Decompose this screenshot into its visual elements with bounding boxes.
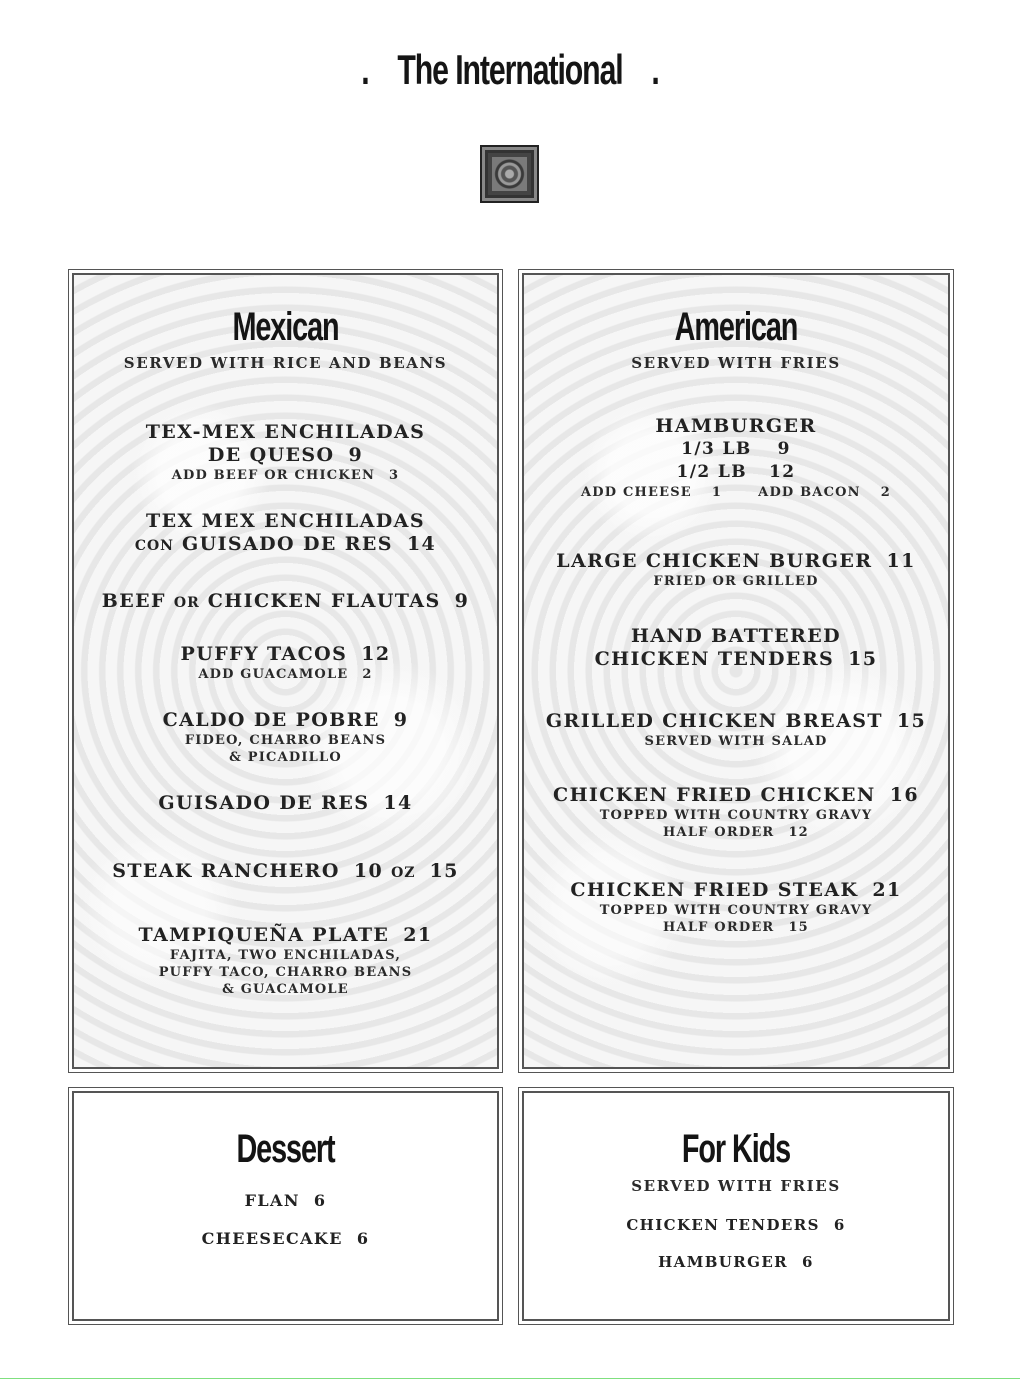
menu-item-puffy-tacos: PUFFY TACOS 12 ADD GUACAMOLE 2: [180, 643, 391, 682]
price: 9: [348, 444, 364, 466]
price: 9: [393, 709, 409, 731]
kids-subtitle: SERVED WITH FRIES: [631, 1177, 841, 1195]
menu-item-steak-ranchero: STEAK RANCHERO 10 OZ 15: [112, 860, 459, 882]
menu-item-chicken-tenders: HAND BATTERED CHICKEN TENDERS 15: [594, 625, 878, 670]
mexican-section: [72, 273, 499, 1069]
dessert-section: [72, 1091, 499, 1321]
title-text: The International: [397, 46, 623, 93]
menu-item-kids-tenders: CHICKEN TENDERS 6: [626, 1216, 846, 1234]
price: 14: [406, 533, 437, 555]
price: 14: [383, 792, 413, 814]
dessert-title: Dessert: [236, 1127, 335, 1171]
kids-title: For Kids: [681, 1127, 791, 1171]
menu-item-flautas: BEEF OR CHICKEN FLAUTAS 9: [101, 590, 470, 612]
menu-item-tampiquena: TAMPIQUEÑA PLATE 21 FAJITA, TWO ENCHILADAS, PUFFY TACO, CHARRO BEANS & GUACAMOLE: [138, 924, 433, 997]
menu-item-hamburger: HAMBURGER 1/3 LB 9 1/2 LB 12 ADD CHEESE 1 ADD BACON 2: [581, 415, 891, 500]
menu-item-caldo: CALDO DE POBRE 9 FIDEO, CHARRO BEANS & PICADILLO: [162, 709, 409, 765]
price: 12: [361, 643, 391, 665]
kids-section: [522, 1091, 950, 1321]
title-dot-left: .: [361, 46, 369, 93]
price: 21: [872, 879, 902, 901]
menu-item-cheesecake: CHEESECAKE 6: [201, 1229, 370, 1248]
price: 16: [889, 784, 919, 806]
menu-item-grilled-chicken: GRILLED CHICKEN BREAST 15 SERVED WITH SALAD: [545, 710, 927, 749]
american-title: American: [674, 305, 798, 349]
price: 9: [454, 590, 470, 612]
price: 21: [403, 924, 433, 946]
menu-item-enchiladas-queso: TEX-MEX ENCHILADAS DE QUESO 9 ADD BEEF OR CHICKEN 3: [145, 421, 426, 483]
menu-item-kids-hamburger: HAMBURGER 6: [658, 1253, 814, 1271]
menu-item-chicken-fried-chicken: CHICKEN FRIED CHICKEN 16 TOPPED WITH COUNTRY GRAVY HALF ORDER 12: [553, 784, 919, 840]
menu-title: [143, 46, 877, 94]
menu-item-guisado: GUISADO DE RES 14: [158, 792, 413, 814]
menu-item-enchiladas-guisado: TEX MEX ENCHILADAS CON GUISADO DE RES 14: [134, 510, 437, 555]
american-section: [522, 273, 950, 1069]
bottom-divider: [0, 1378, 1020, 1379]
menu-item-chicken-burger: LARGE CHICKEN BURGER 11 FRIED OR GRILLED: [556, 550, 916, 589]
american-subtitle: SERVED WITH FRIES: [631, 354, 841, 372]
ornament-emblem-icon: [480, 145, 539, 203]
price: 15: [429, 860, 459, 882]
price: 15: [848, 648, 878, 670]
mexican-subtitle: SERVED WITH RICE AND BEANS: [123, 354, 448, 372]
price: 11: [886, 550, 916, 572]
menu-item-chicken-fried-steak: CHICKEN FRIED STEAK 21 TOPPED WITH COUNTRY GRAVY HALF ORDER 15: [570, 879, 902, 935]
title-dot-right: .: [651, 46, 659, 93]
mexican-title: Mexican: [232, 305, 339, 349]
price: 15: [896, 710, 927, 732]
menu-item-flan: FLAN 6: [244, 1191, 327, 1210]
